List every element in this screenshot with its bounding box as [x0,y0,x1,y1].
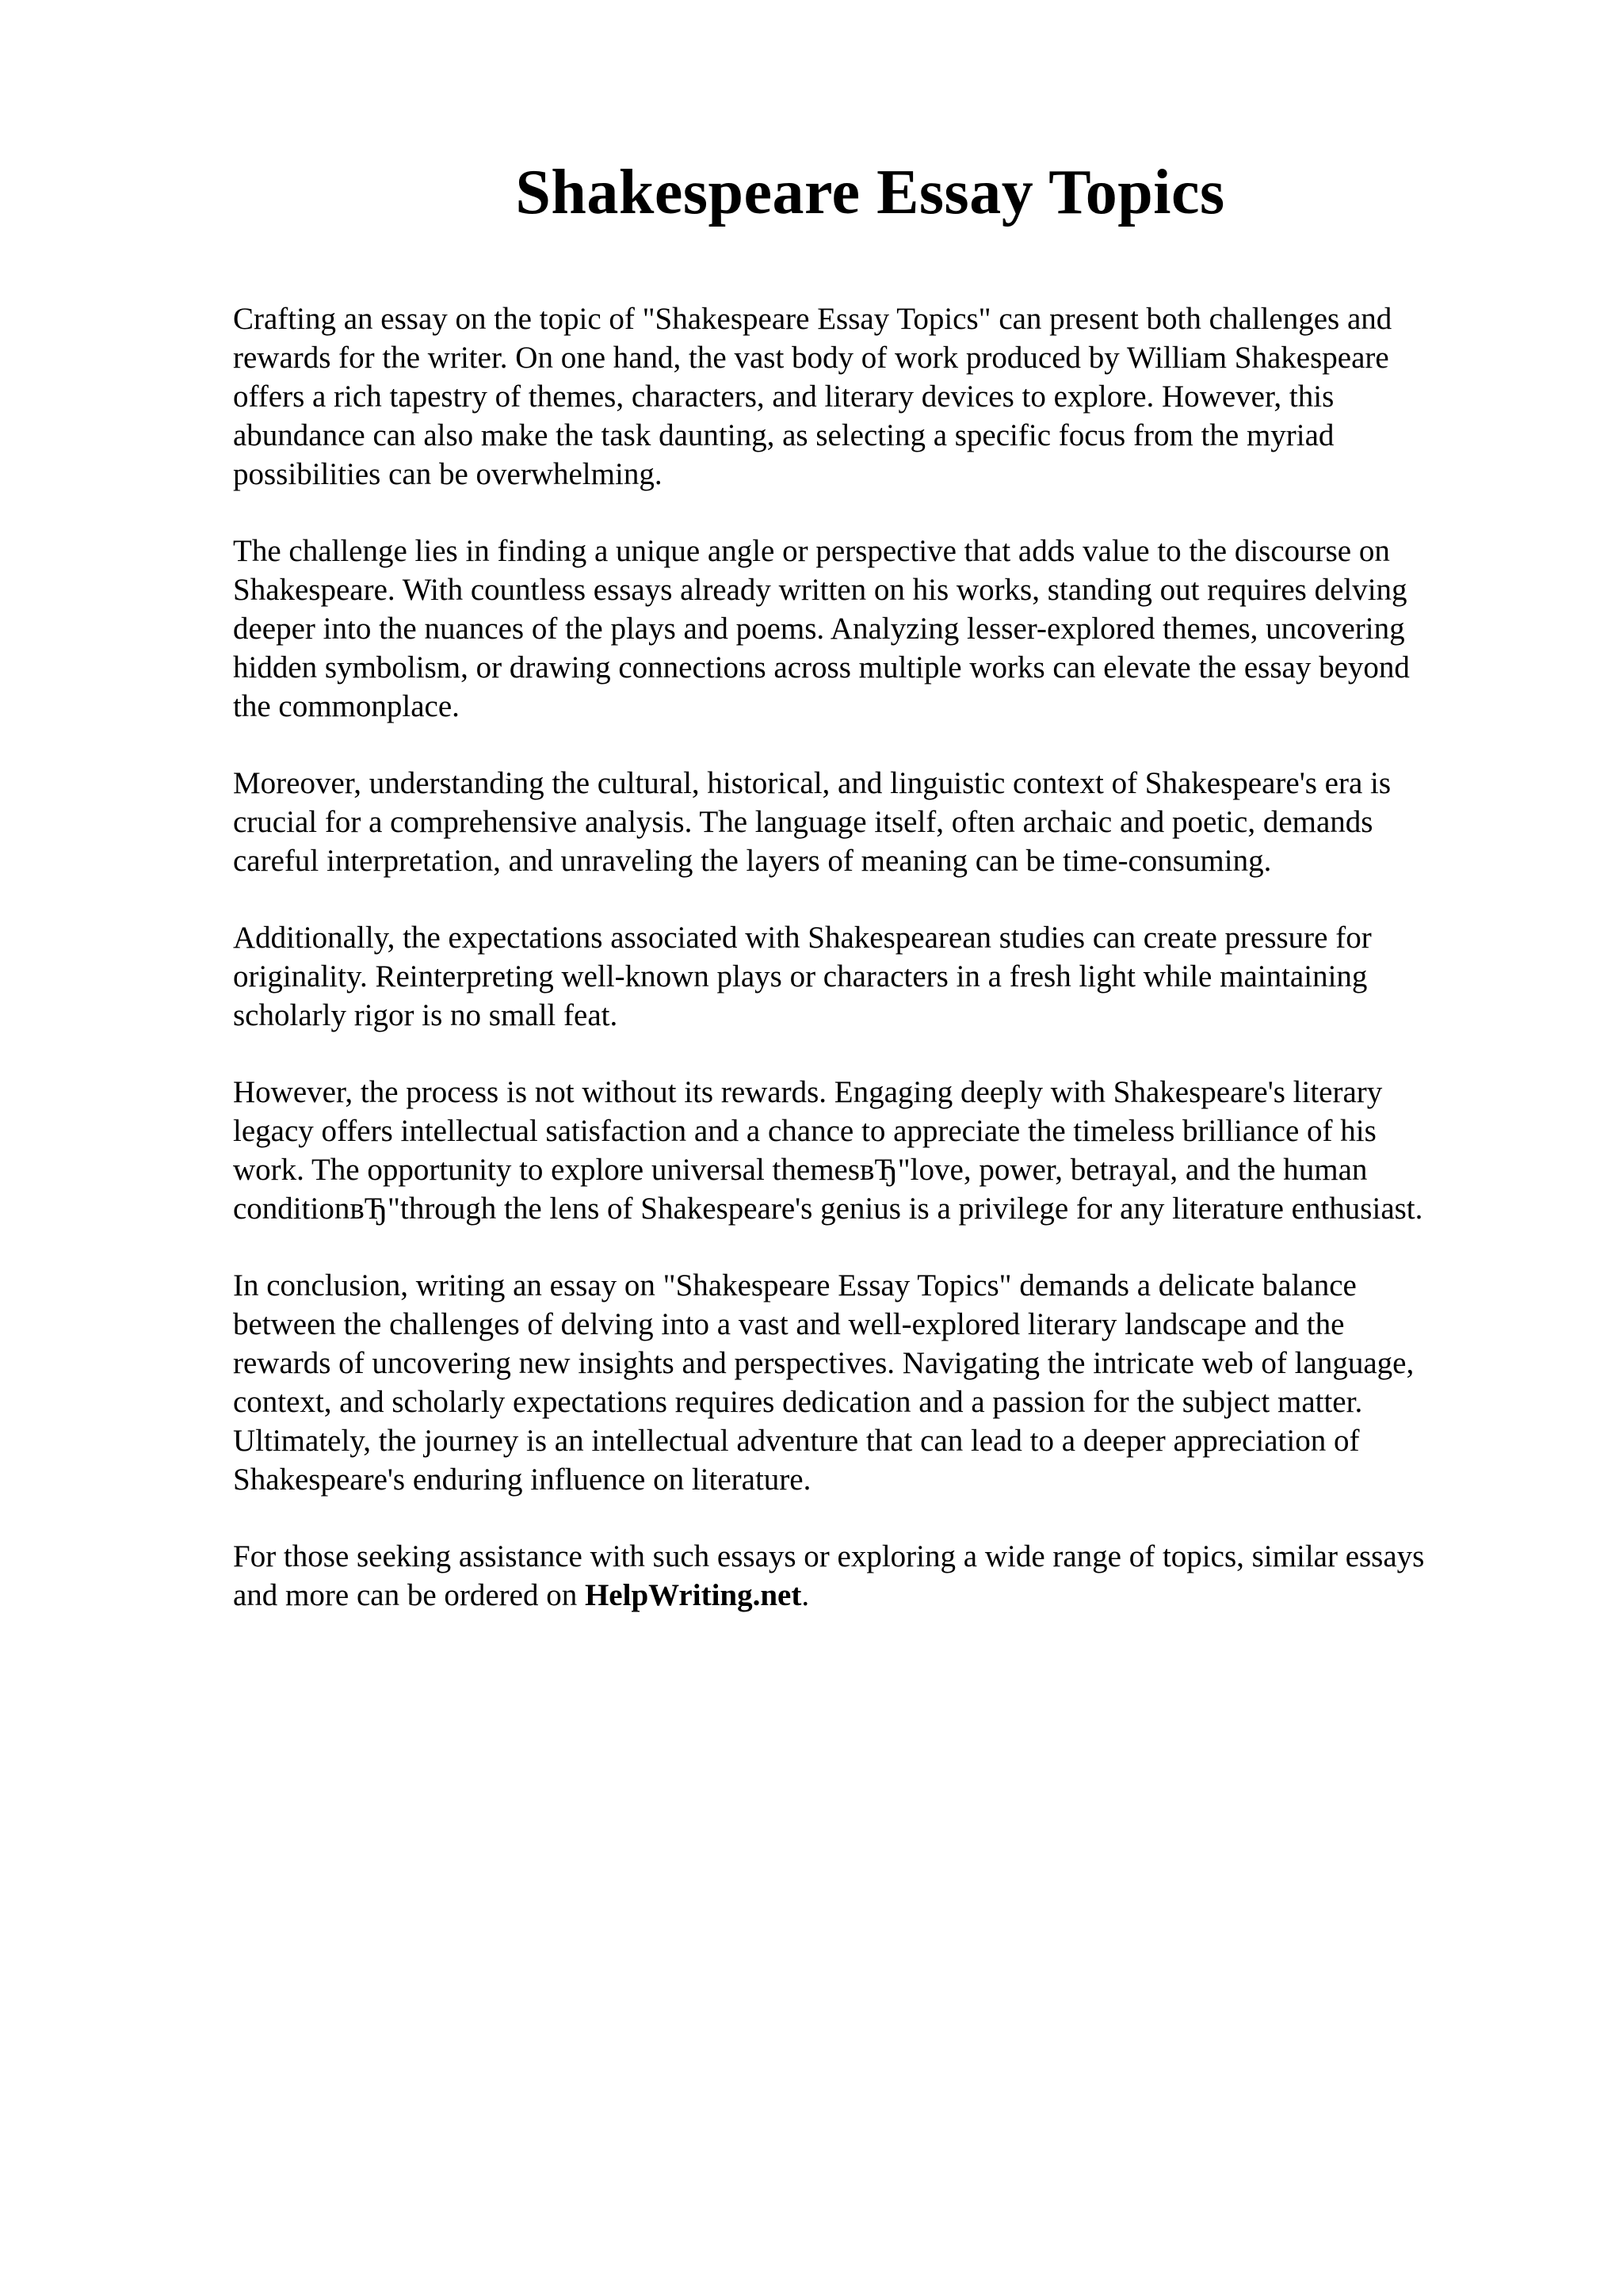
text-line: the commonplace. [233,689,460,723]
paragraph-1 [233,299,1517,494]
essay-body [233,299,1517,1653]
text-line: Additionally, the expectations associated with Shakespearean studies can create pressure for [233,921,1372,955]
text-line: Ultimately, the journey is an intellectual adventure that can lead to a deeper appreciation of [233,1424,1360,1458]
text-line: Crafting an essay on the topic of "Shakespeare Essay Topics" can present both challenges and [233,302,1392,336]
text-line: deeper into the nuances of the plays and poems. Analyzing lesser-explored themes, uncovering [233,612,1405,646]
paragraph-2 [233,532,1517,726]
text-line: The challenge lies in finding a unique angle or perspective that adds value to the discourse on [233,534,1390,568]
text-line: hidden symbolism, or drawing connections across multiple works can elevate the essay beyond [233,650,1410,685]
text-line: For those seeking assistance with such essays or exploring a wide range of topics, similar essays [233,1539,1425,1573]
text-line: rewards of uncovering new insights and perspectives. Navigating the intricate web of language, [233,1346,1415,1380]
text-line: careful interpretation, and unraveling the layers of meaning can be time-consuming. [233,844,1272,878]
text-line: scholarly rigor is no small feat. [233,998,618,1032]
paragraph-3 [233,764,1517,880]
text-line: offers a rich tapestry of themes, characters, and literary devices to explore. However, this [233,379,1335,414]
text-line: rewards for the writer. On one hand, the vast body of work produced by William Shakespeare [233,341,1389,375]
text-line: work. The opportunity to explore universal themesвЂ"love, power, betrayal, and the human [233,1153,1368,1187]
text-line: context, and scholarly expectations requires dedication and a passion for the subject matter. [233,1385,1363,1419]
closing-line [233,1576,1517,1615]
text-line: Moreover, understanding the cultural, historical, and linguistic context of Shakespeare's era is [233,766,1392,800]
text-line: However, the process is not without its rewards. Engaging deeply with Shakespeare's literary [233,1075,1383,1109]
text-line: abundance can also make the task daunting, as selecting a specific focus from the myriad [233,418,1335,452]
paragraph-6 [233,1266,1517,1499]
text-line: possibilities can be overwhelming. [233,457,663,491]
text-line: crucial for a comprehensive analysis. The language itself, often archaic and poetic, demands [233,805,1373,839]
text-line: Shakespeare's enduring influence on literature. [233,1463,812,1497]
closing-prefix: and more can be ordered on [233,1578,585,1612]
paragraph-5 [233,1073,1517,1228]
page-title: Shakespeare Essay Topics [515,158,1225,227]
closing-suffix: . [801,1578,810,1612]
text-line: In conclusion, writing an essay on "Shakespeare Essay Topics" demands a delicate balance [233,1268,1357,1302]
text-line: conditionвЂ"through the lens of Shakespeare's genius is a privilege for any literature enthusiast. [233,1192,1423,1226]
paragraph-4 [233,918,1517,1035]
text-line: legacy offers intellectual satisfaction and a chance to appreciate the timeless brilliance of his [233,1114,1377,1148]
text-line: Shakespeare. With countless essays already written on his works, standing out requires delving [233,573,1407,607]
brand-name: HelpWriting.net [584,1578,802,1612]
text-line: originality. Reinterpreting well-known plays or characters in a fresh light while maintaining [233,959,1368,994]
text-line: between the challenges of delving into a vast and well-explored literary landscape and the [233,1307,1345,1341]
closing-paragraph [233,1537,1517,1615]
